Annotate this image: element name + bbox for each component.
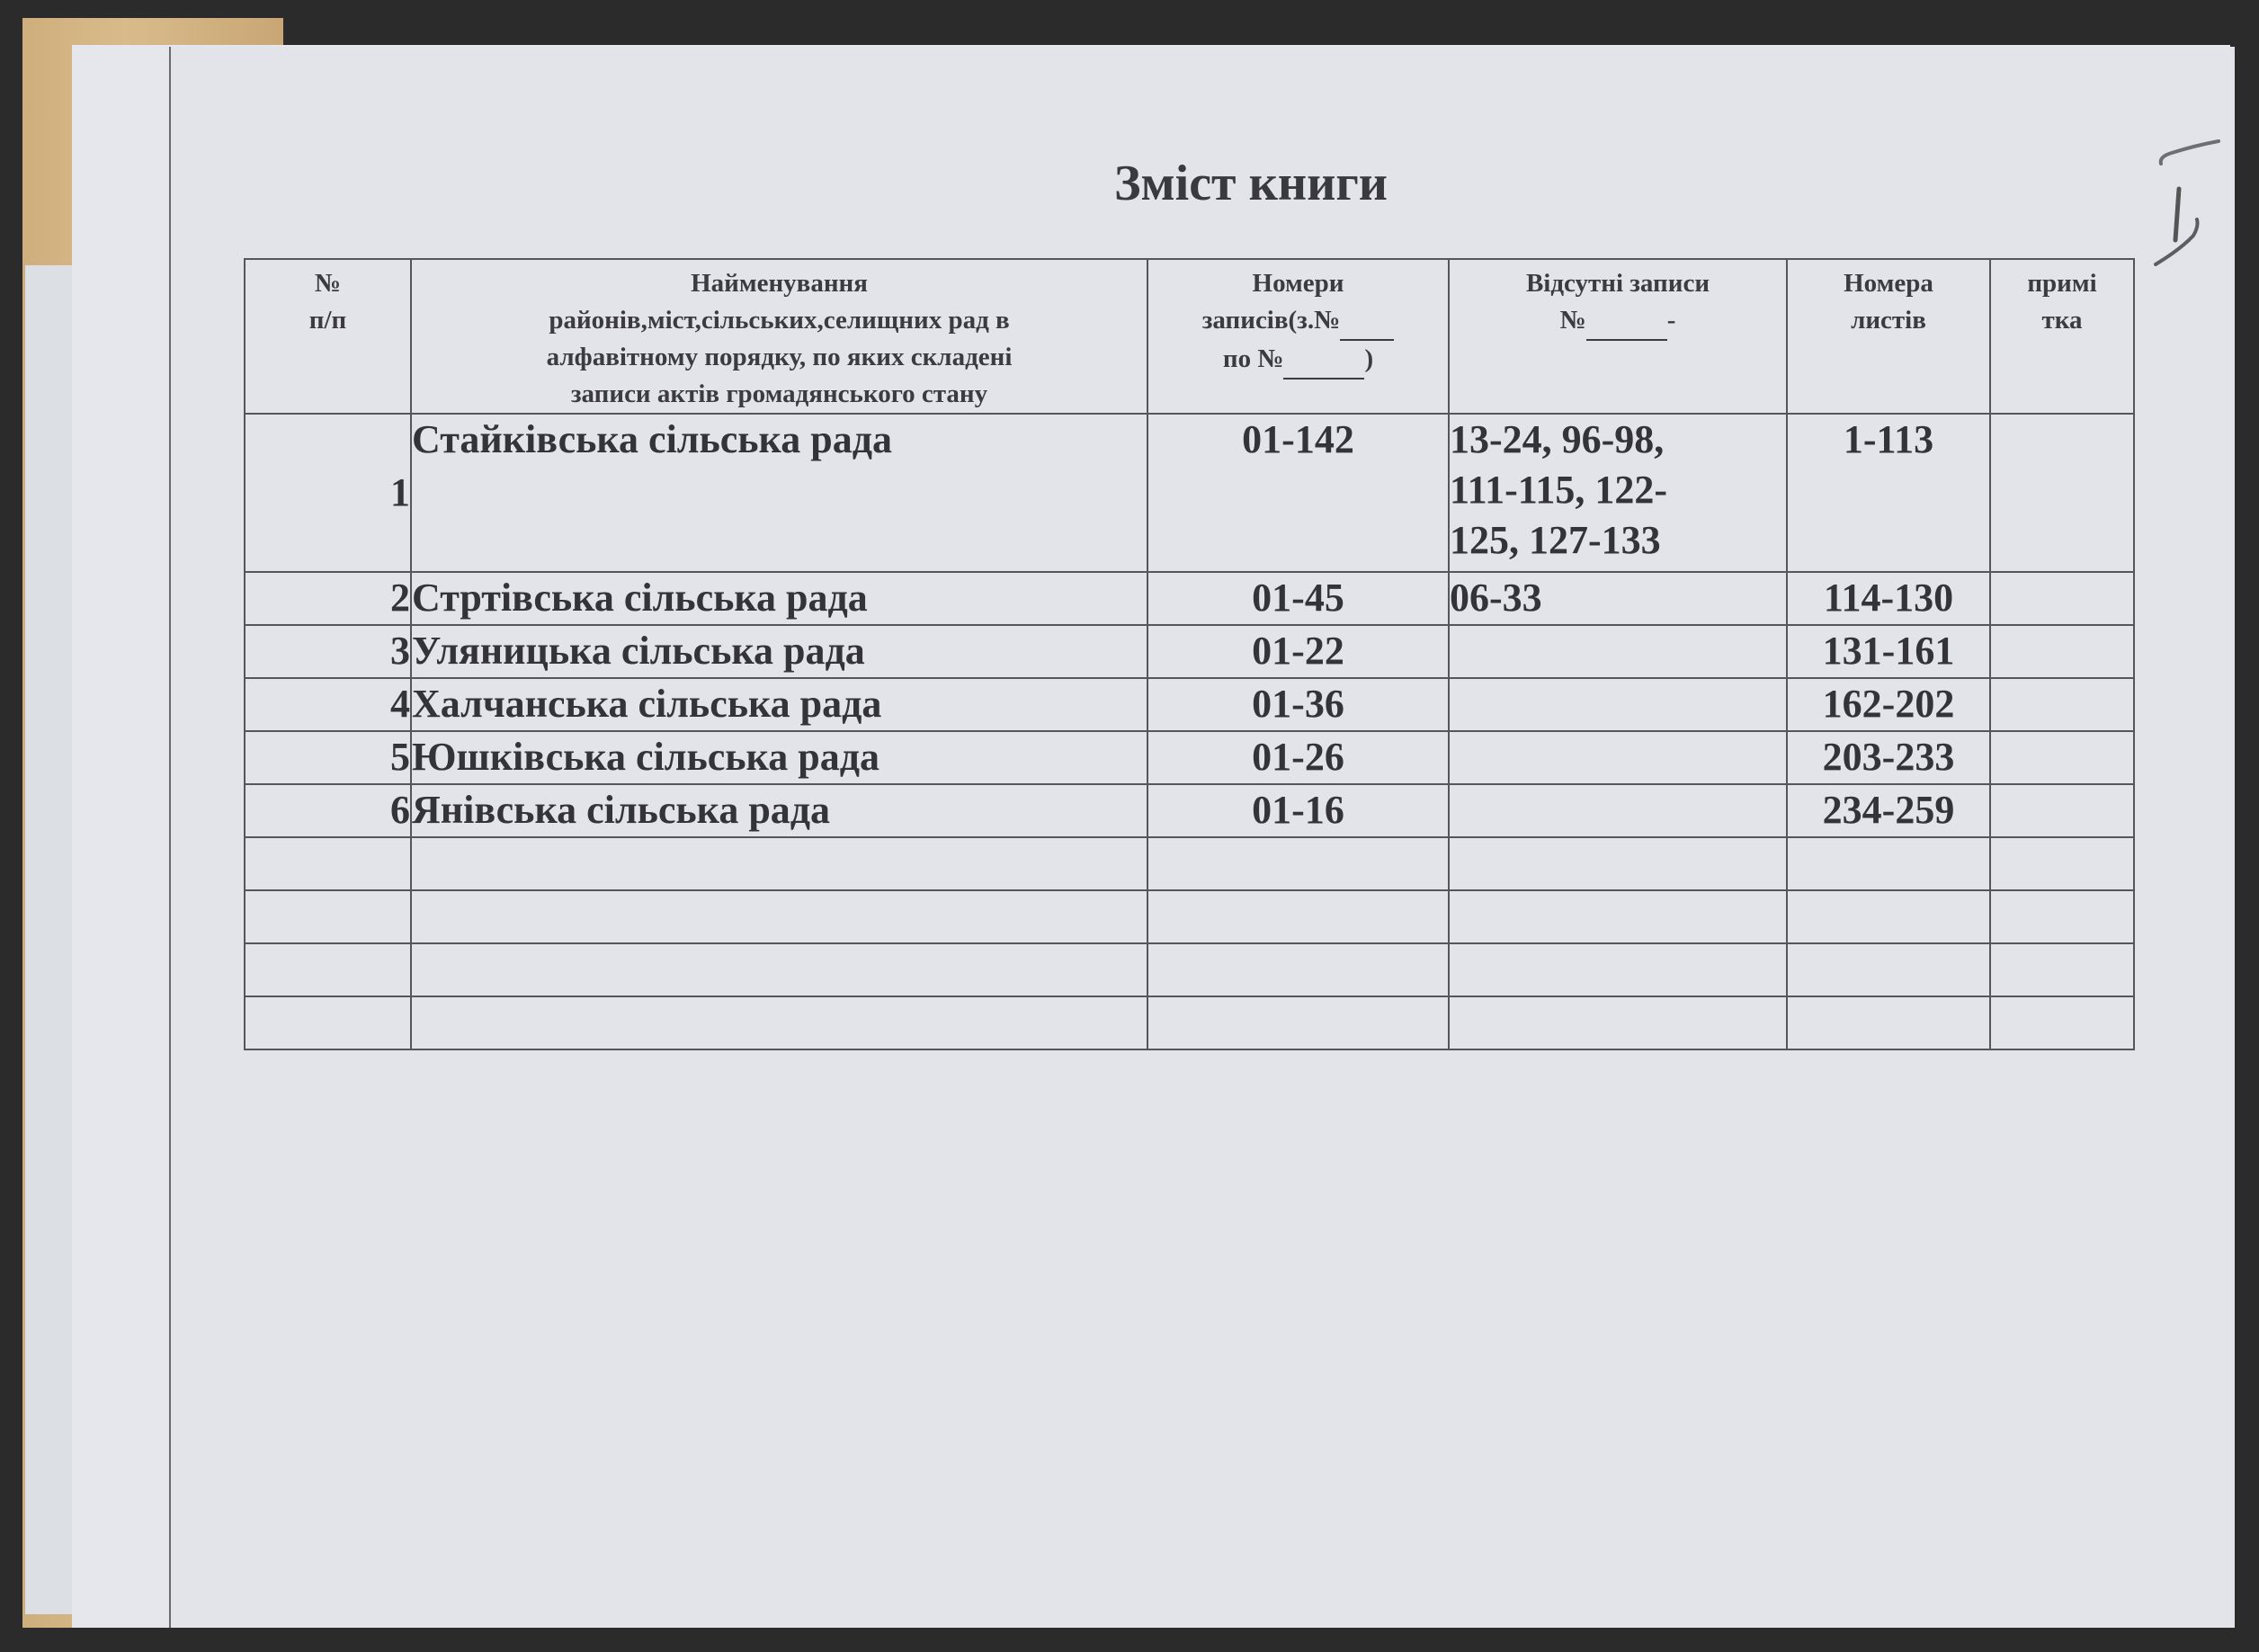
empty-row <box>245 890 2134 943</box>
note-cell <box>1990 678 2134 731</box>
header-missing: Відсутні записи № - <box>1449 259 1787 414</box>
empty-row <box>245 943 2134 996</box>
missing-records <box>1449 625 1787 678</box>
missing-records <box>1449 678 1787 731</box>
note-cell <box>1990 731 2134 784</box>
sheet-range: 1-113 <box>1787 414 1990 572</box>
note-cell <box>1990 414 2134 572</box>
header-number: № п/п <box>245 259 411 414</box>
record-range: 01-16 <box>1147 784 1449 837</box>
table-row <box>245 625 2134 678</box>
missing-records: 13-24, 96-98, 111-115, 122- 125, 127-133 <box>1449 414 1787 572</box>
note-cell <box>1990 625 2134 678</box>
council-name: Юшківська сільська рада <box>411 731 1147 784</box>
council-name: Янівська сільська рада <box>411 784 1147 837</box>
note-cell <box>1990 784 2134 837</box>
table-row <box>245 414 2134 572</box>
sheet-range: 203-233 <box>1787 731 1990 784</box>
sheet-range: 234-259 <box>1787 784 1990 837</box>
table-row <box>245 731 2134 784</box>
table-header-row <box>245 259 2134 414</box>
sheet-range: 114-130 <box>1787 572 1990 625</box>
blank-line <box>1586 302 1667 341</box>
table-row <box>245 678 2134 731</box>
row-number: 6 <box>245 784 411 837</box>
missing-records <box>1449 784 1787 837</box>
empty-row <box>245 837 2134 890</box>
record-range: 01-45 <box>1147 572 1449 625</box>
header-records: Номери записів(з.№ по № ) <box>1147 259 1449 414</box>
row-number: 2 <box>245 572 411 625</box>
council-name: Стайківська сільська рада <box>411 414 1147 572</box>
header-name: Найменування районів,міст,сільських,селищних рад в алфавітному порядку, по яких складені записи актів громадянського стану <box>411 259 1147 414</box>
blank-line <box>1283 341 1364 380</box>
council-name: Стртівська сільська рада <box>411 572 1147 625</box>
record-range: 01-36 <box>1147 678 1449 731</box>
council-name: Халчанська сільська рада <box>411 678 1147 731</box>
record-range: 01-22 <box>1147 625 1449 678</box>
record-range: 01-142 <box>1147 414 1449 572</box>
page-title: Зміст книги <box>1113 156 1388 211</box>
table-row <box>245 784 2134 837</box>
blank-line <box>1340 302 1394 341</box>
sheet-range: 131-161 <box>1787 625 1990 678</box>
table-row <box>245 572 2134 625</box>
missing-records <box>1449 731 1787 784</box>
header-note: примі тка <box>1990 259 2134 414</box>
row-number: 1 <box>245 414 411 572</box>
row-number: 5 <box>245 731 411 784</box>
council-name: Уляницька сільська рада <box>411 625 1147 678</box>
sheet-range: 162-202 <box>1787 678 1990 731</box>
contents-table <box>244 258 2135 1050</box>
row-number: 3 <box>245 625 411 678</box>
missing-records: 06-33 <box>1449 572 1787 625</box>
row-number: 4 <box>245 678 411 731</box>
header-sheets: Номера листів <box>1787 259 1990 414</box>
empty-row <box>245 996 2134 1049</box>
note-cell <box>1990 572 2134 625</box>
record-range: 01-26 <box>1147 731 1449 784</box>
